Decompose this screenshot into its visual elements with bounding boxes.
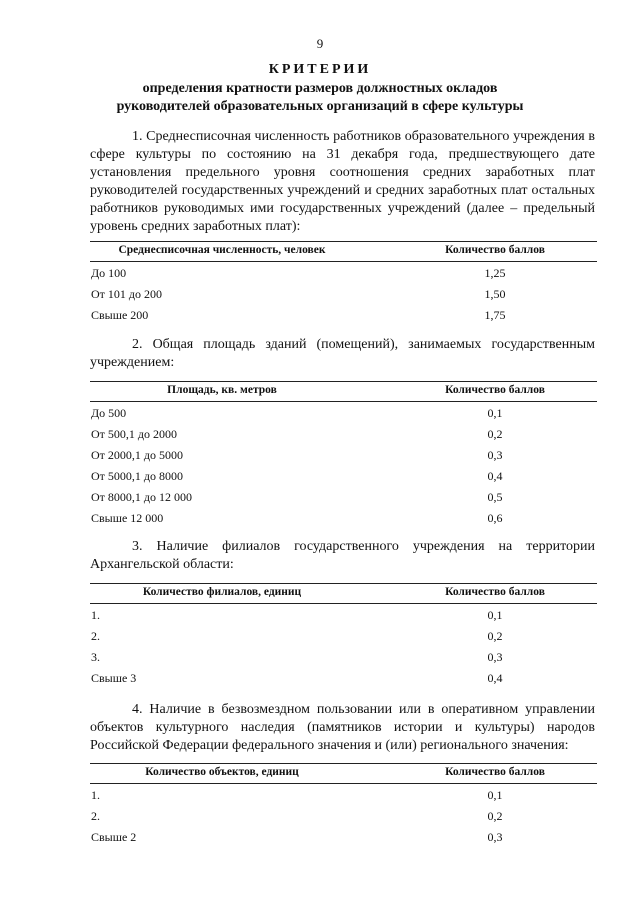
row-label: Свыше 200 [91,308,149,322]
criterion-1-paragraph: 1. Среднесписочная численность работников образовательного учреждения в сфере культуры по состоянию на 31 декабря года, предшествующего дате установления предельного уровня соотношения средних заработных плат руководителей государственных учреждений и средних заработных плат остальных работников руководимых ими государственных учреждений (далее – предельный уровень средних заработных плат): [90,129,595,234]
criterion-2-table [90,381,597,528]
table-row [90,465,597,486]
row-value: 0,1 [487,608,503,622]
column-header: Количество баллов [445,384,545,396]
table-row [90,283,597,304]
column-header: Количество баллов [445,586,545,598]
row-label: Свыше 3 [91,671,137,685]
criterion-2-paragraph: 2. Общая площадь зданий (помещений), занимаемых государственным учреждением: [90,337,595,370]
row-label: От 2000,1 до 5000 [91,448,184,462]
row-label: От 101 до 200 [91,287,163,301]
table-row [90,304,597,325]
criterion-3-table [90,583,597,688]
row-value: 0,5 [487,490,503,504]
document-subtitle-line2: руководителей образовательных организаций в сфере культуры [116,99,524,114]
table-row [90,444,597,465]
column-header: Количество баллов [445,244,545,256]
table-row [90,667,597,688]
row-value: 0,4 [487,671,503,685]
row-value: 1,75 [484,308,506,322]
row-label: От 5000,1 до 8000 [91,469,184,483]
table-row [90,604,597,625]
table-header [90,381,597,402]
row-value: 1,25 [484,266,506,280]
row-label: От 8000,1 до 12 000 [91,490,193,504]
row-label: До 500 [91,406,127,420]
table-row [90,625,597,646]
criterion-4-table [90,763,597,847]
row-value: 0,6 [487,511,503,525]
row-value: 0,3 [487,448,503,462]
table-row [90,262,597,283]
row-label: До 100 [91,266,127,280]
row-value: 1,50 [484,287,506,301]
row-value: 0,2 [487,427,503,441]
row-label: 3. [91,650,100,664]
row-value: 0,4 [487,469,503,483]
table-row [90,784,597,805]
table-row [90,805,597,826]
row-value: 0,1 [487,788,503,802]
criterion-4-paragraph: 4. Наличие в безвозмездном пользовании или в оперативном управлении объектов культурного наследия (памятников истории и культуры) народов Российской Федерации федерального значения и (или) регионального значения: [90,702,595,753]
table-row [90,507,597,528]
column-header: Площадь, кв. метров [167,384,277,396]
row-value: 0,2 [487,629,503,643]
column-header: Количество филиалов, единиц [142,586,302,598]
column-header: Среднесписочная численность, человек [118,244,326,256]
row-label: 1. [91,788,100,802]
table-row [90,826,597,847]
criterion-3-paragraph: 3. Наличие филиалов государственного учреждения на территории Архангельской области: [90,539,595,572]
document-subtitle-line1: определения кратности размеров должностных окладов [142,81,498,96]
row-label: Свыше 2 [91,830,137,844]
table-row [90,402,597,423]
table-header [90,241,597,262]
document-title: КРИТЕРИИ [268,62,372,77]
row-label: Свыше 12 000 [91,511,164,525]
row-value: 0,1 [487,406,503,420]
row-label: 1. [91,608,100,622]
criterion-1-table [90,241,597,325]
page-number: 9 [316,36,324,51]
column-header: Количество баллов [445,766,545,778]
table-header [90,763,597,784]
row-value: 0,2 [487,809,503,823]
column-header: Количество объектов, единиц [145,766,299,778]
table-row [90,486,597,507]
row-label: От 500,1 до 2000 [91,427,178,441]
row-value: 0,3 [487,830,503,844]
table-row [90,423,597,444]
row-value: 0,3 [487,650,503,664]
row-label: 2. [91,809,100,823]
row-label: 2. [91,629,100,643]
table-header [90,583,597,604]
table-row [90,646,597,667]
